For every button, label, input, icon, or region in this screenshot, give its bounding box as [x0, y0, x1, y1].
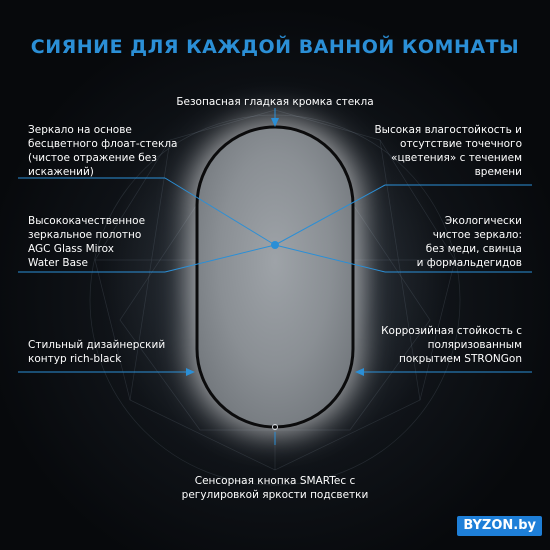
- callout-right-1-line: «цветения» с течением: [391, 152, 522, 164]
- callout-left-2: [28, 214, 188, 270]
- callout-right-1-line: Высокая влагостойкость и: [374, 124, 522, 136]
- callout-right-1-line: отсутствие точечного: [400, 138, 522, 150]
- callout-right-3: [352, 324, 522, 366]
- callout-left-2-line: AGC Glass Mirox: [28, 243, 114, 255]
- callout-left-3-line: контур rich-black: [28, 353, 122, 365]
- callout-right-2-line: Экологически: [444, 215, 522, 227]
- callout-left-2-line: Water Base: [28, 257, 88, 269]
- callout-left-2-line: Высококачественное: [28, 215, 146, 227]
- callout-right-2: [372, 214, 522, 270]
- callout-right-2-line: без меди, свинца: [425, 243, 522, 255]
- callout-top-text: Безопасная гладкая кромка стекла: [176, 96, 374, 108]
- callout-bottom-line: регулировкой яркости подсветки: [181, 489, 369, 501]
- callout-left-1-line: (чистое отражение без: [28, 152, 157, 164]
- callout-right-1: [352, 123, 522, 179]
- callout-bottom: [150, 474, 400, 502]
- center-point-icon: [271, 241, 279, 249]
- callout-right-2-line: чистое зеркало:: [432, 229, 522, 241]
- callout-left-1-line: бесцветного флоат-стекла: [28, 138, 178, 150]
- page-title: СИЯНИЕ ДЛЯ КАЖДОЙ ВАННОЙ КОМНАТЫ: [30, 36, 520, 58]
- callout-top: [150, 95, 400, 109]
- callout-bottom-line: Сенсорная кнопка SMARTec с: [194, 475, 356, 487]
- callout-right-3-line: поляризованным: [427, 339, 522, 351]
- callout-right-3-line: Коррозийная стойкость с: [381, 325, 522, 337]
- callout-right-3-line: покрытием STRONGon: [399, 353, 522, 365]
- callout-left-1-line: искажений): [28, 166, 94, 178]
- mirror-body: [197, 127, 353, 427]
- callout-left-3: [28, 338, 198, 366]
- callout-right-2-line: и формальдегидов: [416, 257, 522, 269]
- callout-right-1-line: времени: [474, 166, 522, 178]
- brand-logo: BYZON.by: [457, 516, 542, 536]
- callout-left-1: [28, 123, 188, 179]
- callout-left-1-line: Зеркало на основе: [28, 124, 132, 136]
- callout-left-3-line: Стильный дизайнерский: [28, 339, 166, 351]
- callout-left-2-line: зеркальное полотно: [28, 229, 142, 241]
